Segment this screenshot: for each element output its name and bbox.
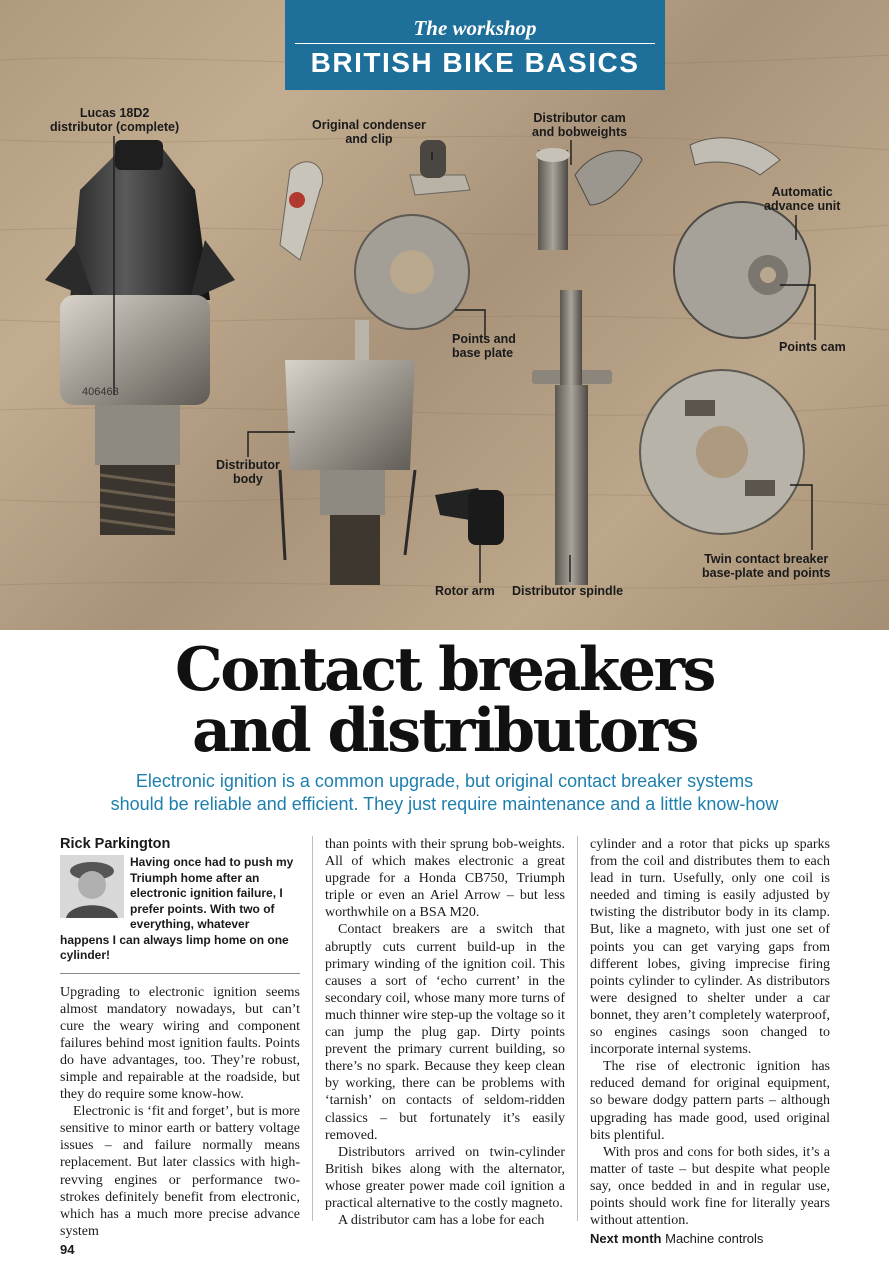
callout-distributor-body: Distributor body xyxy=(216,458,280,486)
section-kicker: The workshop xyxy=(413,16,537,40)
next-month-topic: Machine controls xyxy=(665,1231,764,1247)
column-2 xyxy=(325,836,565,1229)
article-standfirst: Electronic ignition is a common upgrade, but original contact breaker systems should be reliable and efficient. They just require maintenance and a little know-how xyxy=(110,771,779,814)
spindle xyxy=(532,290,612,585)
column-3 xyxy=(590,836,830,1247)
body-paragraph: The rise of electronic ignition has reduced demand for original equipment, so beware dodgy pattern parts – although upgrading has made good, used original bits plentiful. xyxy=(590,1059,830,1143)
bio-divider xyxy=(60,973,300,974)
body-paragraph: Contact breakers are a switch that abruptly cuts current build-up in the primary winding of the ignition coil. This causes a sort of ‘echo current’ in the secondary coil, whose many more turns of much thinner wire step-up the voltage so it can jump the plug gap. Dirty points prevent the primary current building, so there’s no spark. Because they keep clean by working, there can be problems with ‘tarnish’ on contacts of seldom-ridden classics – but fortunately it’s easily removed. xyxy=(325,922,565,1143)
section-header xyxy=(285,0,665,90)
author-photo xyxy=(60,855,124,918)
body-paragraph: Distributors arrived on twin-cylinder British bikes along with the alternator, whose greater power made coil ignition a practical alternative to the costly magneto. xyxy=(325,1144,565,1211)
callout-distributor-spindle: Distributor spindle xyxy=(512,584,624,598)
author-byline: Rick Parkington xyxy=(60,836,171,852)
distributor-body xyxy=(280,320,415,585)
body-paragraph: With pros and cons for both sides, it’s a matter of taste – but despite what people say, once bedded in and in regular use, points should work fine for literally years without attention. xyxy=(590,1144,830,1229)
author-bio: Having once had to push my Triumph home after an electronic ignition failure, I prefer points. With two of everything, whatever happens I can always limp home on one cylinder! xyxy=(60,855,294,962)
column-divider xyxy=(312,836,313,1221)
callout-twin-contact-breaker: Twin contact breaker base-plate and points xyxy=(702,552,831,580)
complete-distributor xyxy=(45,140,235,535)
advance-unit xyxy=(674,138,810,338)
body-paragraph: Electronic is ‘fit and forget’, but is more sensitive to minor earth or battery voltage issues – and failure normally means replacement. But later classics with high-revving engines or performance two-strokes definitely benefit from electronic, which has a much more precise advance system xyxy=(60,1104,300,1239)
callout-points-cam: Points cam xyxy=(779,340,846,354)
distributor-parts-illustration xyxy=(0,0,889,630)
body-paragraph: Upgrading to electronic ignition seems almost mandatory nowadays, but can’t cure the weary wiring and component failures behind most ignition faults. Points do have advantages, too. They’re robust, simple and repairable at the roadside, but they do require some know-how. xyxy=(60,984,300,1103)
callout-condenser: Original condenser and clip xyxy=(312,118,426,146)
section-title: BRITISH BIKE BASICS xyxy=(310,47,640,78)
article-headline: Contact breakers and distributors xyxy=(175,635,714,766)
author-bio-block xyxy=(60,855,300,964)
column-divider xyxy=(577,836,578,1221)
parts-photo xyxy=(0,0,889,630)
rotor-arm xyxy=(435,488,504,545)
twin-points-plate xyxy=(640,370,804,534)
body-paragraph: cylinder and a rotor that picks up sparks from the coil and distributes them to each lead in turn. Usefully, only one coil is needed and timing is easily adjusted by twisting the distributor body in its clamp. But, like a magneto, with just one set of points you can get varying gaps from different lobes, giving imprecise firing points cylinder to cylinder. As distributors were designed to shelter under a car bonnet, they aren’t completely waterproof, so engines casings soon changed to incorporate internal systems. xyxy=(590,837,830,1058)
body-paragraph: A distributor cam has a lobe for each xyxy=(338,1213,545,1229)
header-divider xyxy=(295,43,655,44)
callout-advance-unit: Automatic advance unit xyxy=(764,185,841,213)
base-plate xyxy=(355,215,469,329)
callout-rotor-arm: Rotor arm xyxy=(435,584,495,598)
callout-points-base-plate: Points and base plate xyxy=(452,332,516,360)
next-month-teaser xyxy=(590,1230,830,1247)
callout-distributor-cam: Distributor cam and bobweights xyxy=(532,111,628,139)
next-month-label: Next month xyxy=(590,1231,662,1247)
body-paragraph: than points with their sprung bob-weights. All of which makes electronic a great upgrade for a Honda CB750, Triumph triple or even an Ariel Arrow – but less worthwhile on a BSA M20. xyxy=(325,837,565,921)
callout-lucas-distributor: Lucas 18D2 distributor (complete) xyxy=(50,106,180,134)
part-stamp-text: 406468 xyxy=(82,386,119,398)
page-number: 94 xyxy=(60,1242,75,1257)
column-1 xyxy=(60,836,300,1240)
